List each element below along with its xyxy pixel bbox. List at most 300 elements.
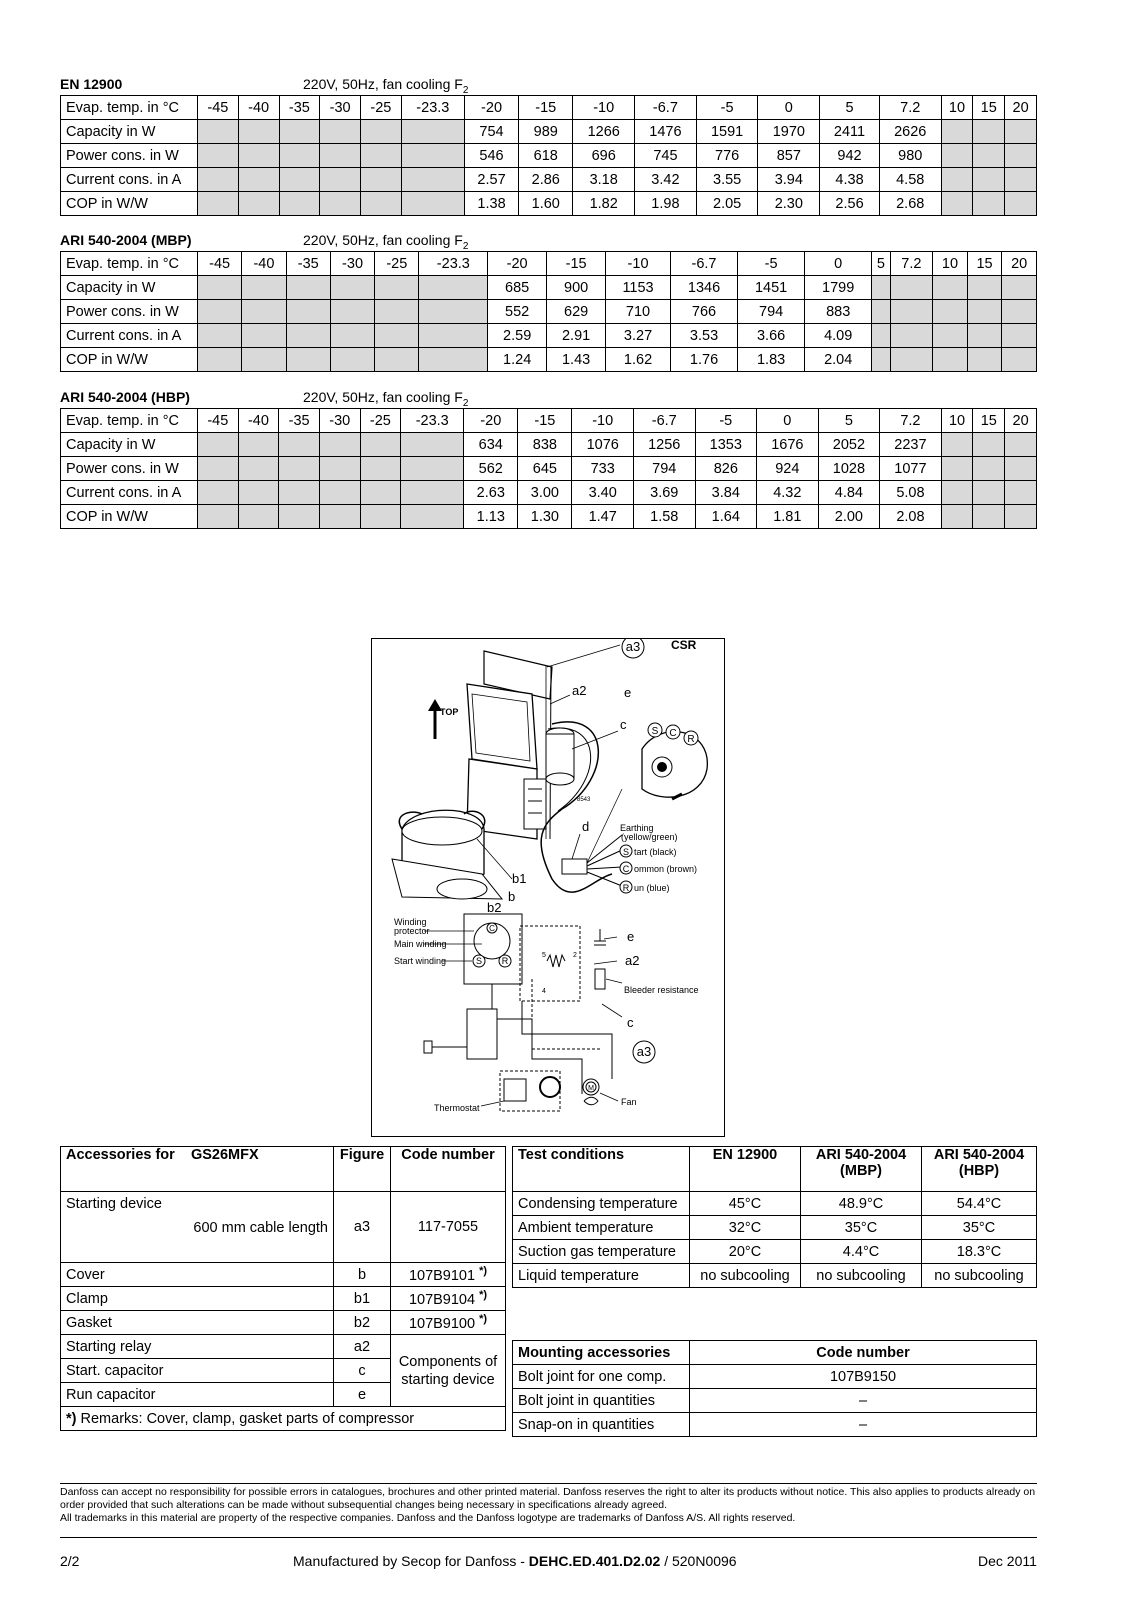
mount-cell: 107B9150 [690,1365,1037,1389]
value-cell: 1591 [696,120,758,144]
value-cell [419,300,488,324]
value-cell: 2626 [879,120,941,144]
value-cell [286,324,330,348]
value-cell: 3.66 [738,324,805,348]
row-label: COP in W/W [61,505,198,529]
temp-header-cell: -23.3 [419,252,488,276]
value-cell [973,192,1005,216]
header-label: Evap. temp. in °C [61,96,198,120]
value-cell [360,433,401,457]
accessory-name: Cover [61,1263,334,1287]
value-cell [1002,348,1037,372]
value-cell: 546 [464,144,518,168]
test-header-cell: EN 12900 [690,1147,801,1192]
value-cell [320,120,361,144]
value-cell [375,300,419,324]
value-cell [279,457,320,481]
label-b: b [508,889,516,904]
value-cell [286,348,330,372]
table-row [513,1341,1037,1365]
value-cell: 2.63 [464,481,518,505]
cable-code: 117-7055 [391,1192,506,1263]
value-cell: 900 [547,276,606,300]
compressor-wiring-drawing [372,639,724,1136]
row-label: COP in W/W [61,192,198,216]
terminal-4: 4 [542,988,546,995]
value-cell: 2.86 [519,168,573,192]
value-cell: 4.38 [820,168,880,192]
value-cell [320,144,361,168]
value-cell: 1.98 [635,192,697,216]
disclaimer-text: Danfoss can accept no responsibility for possible errors in catalogues, brochures and other printed material. Danfoss reserves the right to alter its products without notice. This also applies to products already on order provided that such alterations can be made without subsequential changes being necessary in specifications already agreed. [60,1486,1036,1511]
test-cell: no subcooling [922,1264,1037,1288]
value-cell: 2.30 [758,192,820,216]
table-row [61,457,1037,481]
table-row [61,505,1037,529]
perf-table-title: ARI 540-2004 (MBP) [60,232,192,248]
page-number: 2/2 [60,1553,80,1569]
value-cell [941,168,973,192]
value-cell: 2411 [820,120,880,144]
document-date: Dec 2011 [978,1553,1037,1569]
diagram-title: CSR [671,639,697,652]
accessory-code: 107B9101 *) [391,1263,506,1287]
value-cell: 989 [519,120,573,144]
temp-header-cell: -40 [242,252,286,276]
value-cell [238,457,279,481]
value-cell [941,481,973,505]
accessory-name: Gasket [61,1311,334,1335]
temp-header-cell: 5 [872,252,890,276]
value-cell [198,457,239,481]
temp-header-cell: -30 [320,96,361,120]
test-cell: no subcooling [801,1264,922,1288]
thermostat-label: Thermostat [434,1103,480,1113]
value-cell [319,457,360,481]
main-winding-label: Main winding [394,939,447,949]
value-cell [872,348,890,372]
value-cell [941,144,973,168]
value-cell: 2052 [818,433,880,457]
table-row [513,1240,1037,1264]
accessory-figure: b [334,1263,391,1287]
temp-header-cell: 15 [967,252,1002,276]
value-cell [198,433,239,457]
value-cell: 883 [805,300,872,324]
value-cell [967,324,1002,348]
table-row [61,409,1037,433]
value-cell: 1970 [758,120,820,144]
value-cell: 2.56 [820,192,880,216]
part-number: 8543 [577,797,591,803]
value-cell [198,120,239,144]
value-cell: 1.13 [464,505,518,529]
performance-table [60,95,1037,216]
value-cell [1005,433,1037,457]
value-cell: 618 [519,144,573,168]
value-cell [360,481,401,505]
circuit-c: C [489,924,495,933]
value-cell [320,168,361,192]
remark-row: *) Remarks: Cover, clamp, gasket parts of compressor [61,1407,506,1431]
value-cell [279,433,320,457]
value-cell: 2237 [880,433,942,457]
value-cell: 2.57 [464,168,518,192]
value-cell: 1.76 [670,348,737,372]
value-cell [279,481,320,505]
value-cell: 2.91 [547,324,606,348]
value-cell [419,324,488,348]
manufactured-line: Manufactured by Secop for Danfoss - DEHC.ED.401.D2.02 / 520N0096 [293,1553,737,1569]
mount-cell: – [690,1413,1037,1437]
value-cell [238,144,279,168]
row-label: Capacity in W [61,433,198,457]
footer-rule-bottom [60,1537,1037,1538]
temp-header-cell: 20 [1002,252,1037,276]
value-cell [238,120,279,144]
relay-fig: a2 [334,1335,391,1359]
value-cell: 1.30 [518,505,572,529]
value-cell: 1.58 [633,505,695,529]
value-cell [1002,276,1037,300]
table-row [61,1263,506,1287]
value-cell [238,433,279,457]
test-header-cell: Test conditions [513,1147,690,1192]
test-cell: Condensing temperature [513,1192,690,1216]
accessories-header: Accessories for GS26MFX [61,1147,334,1192]
temp-header-cell: 10 [933,252,968,276]
value-cell [401,481,464,505]
test-cell: 35°C [922,1216,1037,1240]
temp-header-cell: -10 [573,96,635,120]
starting-device-label: Starting device [66,1196,162,1212]
fan-label: Fan [621,1097,637,1107]
value-cell [198,505,239,529]
value-cell [198,324,242,348]
perf-table-title: ARI 540-2004 (HBP) [60,389,190,405]
value-cell [419,276,488,300]
test-cell: 32°C [690,1216,801,1240]
value-cell [279,120,320,144]
value-cell [401,120,464,144]
temp-header-cell: -6.7 [633,409,695,433]
value-cell: 745 [635,144,697,168]
value-cell [330,324,374,348]
temp-header-cell: 0 [805,252,872,276]
circuit-s: S [475,956,483,966]
temp-header-cell: -45 [198,252,242,276]
value-cell [286,276,330,300]
value-cell: 980 [879,144,941,168]
perf-table-condition: 220V, 50Hz, fan cooling $F_2$ [303,389,469,409]
value-cell [872,300,890,324]
value-cell [890,348,933,372]
wire-c-letter: C [622,864,630,874]
value-cell [279,505,320,529]
value-cell: 1028 [818,457,880,481]
value-cell: 1.82 [573,192,635,216]
value-cell: 1353 [695,433,757,457]
value-cell: 4.58 [879,168,941,192]
value-cell [967,348,1002,372]
table-row [61,120,1037,144]
value-cell [242,348,286,372]
value-cell [1005,168,1037,192]
value-cell: 1.81 [757,505,819,529]
value-cell: 2.05 [696,192,758,216]
label-a3-circuit: a3 [636,1044,652,1059]
value-cell [375,276,419,300]
value-cell: 766 [670,300,737,324]
value-cell [933,324,968,348]
starting-device-cell [61,1192,334,1263]
value-cell: 1.60 [519,192,573,216]
wire-start: tart (black) [634,847,677,857]
value-cell [967,300,1002,324]
value-cell [242,300,286,324]
temp-header-cell: -20 [488,252,547,276]
table-row [61,481,1037,505]
table-row [61,168,1037,192]
value-cell [375,324,419,348]
value-cell: 754 [464,120,518,144]
value-cell: 794 [738,300,805,324]
value-cell [401,433,464,457]
value-cell: 1.24 [488,348,547,372]
table-row [513,1147,1037,1192]
value-cell: 1451 [738,276,805,300]
performance-table [60,251,1037,372]
mounting-accessories-table [512,1340,1037,1437]
value-cell [872,324,890,348]
value-cell [401,505,464,529]
value-cell: 562 [464,457,518,481]
value-cell [360,457,401,481]
temp-header-cell: 5 [818,409,880,433]
value-cell [890,276,933,300]
value-cell: 629 [547,300,606,324]
value-cell: 645 [518,457,572,481]
value-cell [401,192,464,216]
mount-cell: Bolt joint in quantities [513,1389,690,1413]
temp-header-cell: -15 [547,252,606,276]
mount-cell: Bolt joint for one comp. [513,1365,690,1389]
value-cell: 634 [464,433,518,457]
value-cell [198,276,242,300]
value-cell: 3.40 [572,481,634,505]
temp-header-cell: -15 [519,96,573,120]
value-cell: 2.68 [879,192,941,216]
value-cell: 1346 [670,276,737,300]
temp-header-cell: 15 [973,409,1005,433]
temp-header-cell: -20 [464,409,518,433]
value-cell: 2.59 [488,324,547,348]
value-cell [1005,481,1037,505]
row-label: Current cons. in A [61,481,198,505]
test-cell: Liquid temperature [513,1264,690,1288]
value-cell [973,505,1005,529]
test-cell: 4.4°C [801,1240,922,1264]
wire-common: ommon (brown) [634,864,698,874]
perf-table-title: EN 12900 [60,76,123,92]
test-cell: 20°C [690,1240,801,1264]
value-cell [198,144,239,168]
start-capacitor-fig: c [334,1359,391,1383]
value-cell: 1076 [572,433,634,457]
value-cell [401,168,464,192]
value-cell: 1476 [635,120,697,144]
temp-header-cell: 7.2 [880,409,942,433]
value-cell [941,192,973,216]
value-cell [330,276,374,300]
test-cell: 18.3°C [922,1240,1037,1264]
perf-table-condition: 220V, 50Hz, fan cooling $F_2$ [303,76,469,96]
table-row [513,1192,1037,1216]
temp-header-cell: -10 [606,252,671,276]
value-cell: 2.08 [880,505,942,529]
wire-earthing: Earthing [620,823,654,833]
trademark-text: All trademarks in this material are property of the respective companies. Danfoss and the Danfoss logotype are trademarks of Danfoss A/S. All rights reserved. [60,1512,796,1524]
table-row [61,1311,506,1335]
terminal-s: S [651,726,659,737]
label-d: d [582,819,590,834]
value-cell [361,192,402,216]
value-cell [238,505,279,529]
mount-cell: – [690,1389,1037,1413]
terminal-5: 5 [542,952,546,959]
value-cell [238,192,279,216]
performance-table [60,408,1037,529]
temp-header-cell: -40 [238,409,279,433]
header-label: Evap. temp. in °C [61,409,198,433]
value-cell: 3.94 [758,168,820,192]
value-cell [933,276,968,300]
value-cell: 3.84 [695,481,757,505]
test-cell: 45°C [690,1192,801,1216]
value-cell: 826 [695,457,757,481]
value-cell: 1256 [633,433,695,457]
value-cell: 1.43 [547,348,606,372]
value-cell [319,505,360,529]
temp-header-cell: -5 [738,252,805,276]
accessory-name: Clamp [61,1287,334,1311]
value-cell [361,144,402,168]
value-cell [279,144,320,168]
cable-figure: a3 [334,1192,391,1263]
label-a2-top: a2 [572,683,587,698]
test-cell: Suction gas temperature [513,1240,690,1264]
value-cell: 3.55 [696,168,758,192]
value-cell: 3.53 [670,324,737,348]
temp-header-cell: -35 [286,252,330,276]
value-cell: 3.00 [518,481,572,505]
value-cell [279,168,320,192]
start-winding-label: Start winding [394,956,447,966]
value-cell: 924 [757,457,819,481]
temp-header-cell: -30 [330,252,374,276]
row-label: Power cons. in W [61,457,198,481]
label-a3-top: a3 [625,639,641,654]
temp-header-cell: -30 [319,409,360,433]
accessory-figure: b1 [334,1287,391,1311]
value-cell: 1.47 [572,505,634,529]
value-cell [319,481,360,505]
test-header-cell: ARI 540-2004 (HBP) [922,1147,1037,1192]
value-cell [198,300,242,324]
accessories-items [61,1263,506,1335]
value-cell [198,168,239,192]
value-cell [1005,505,1037,529]
fan-motor-symbol: M [588,1085,594,1092]
table-row [61,144,1037,168]
value-cell: 4.84 [818,481,880,505]
temp-header-cell: 10 [941,96,973,120]
code-header: Code number [391,1147,506,1192]
value-cell: 4.09 [805,324,872,348]
table-row [513,1389,1037,1413]
accessory-code: 107B9100 *) [391,1311,506,1335]
value-cell: 4.32 [757,481,819,505]
temp-header-cell: -20 [464,96,518,120]
temp-header-cell: 7.2 [890,252,933,276]
test-conditions-table [512,1146,1037,1288]
value-cell: 1.64 [695,505,757,529]
value-cell [941,505,973,529]
value-cell [1002,324,1037,348]
label-a2-circuit: a2 [625,953,640,968]
value-cell [242,324,286,348]
value-cell [198,348,242,372]
mount-cell: Snap-on in quantities [513,1413,690,1437]
value-cell [198,481,239,505]
table-row [61,192,1037,216]
temp-header-cell: -5 [695,409,757,433]
value-cell: 733 [572,457,634,481]
terminal-c: C [669,728,677,739]
value-cell: 2.00 [818,505,880,529]
temp-header-cell: -23.3 [401,96,464,120]
temp-header-cell: -35 [279,96,320,120]
mount-header-cell: Mounting accessories [513,1341,690,1365]
wire-earthing-color: (yellow/green) [621,832,678,842]
value-cell: 1077 [880,457,942,481]
value-cell [330,348,374,372]
row-label: Capacity in W [61,276,198,300]
value-cell [973,120,1005,144]
winding-protector-line1: Winding [394,917,427,927]
wire-run: un (blue) [634,883,670,893]
table-row [61,300,1037,324]
table-row [513,1216,1037,1240]
table-row [513,1413,1037,1437]
test-cell: no subcooling [690,1264,801,1288]
perf-table-condition: 220V, 50Hz, fan cooling $F_2$ [303,232,469,252]
test-cell: 48.9°C [801,1192,922,1216]
temp-header-cell: 0 [758,96,820,120]
temp-header-cell: 10 [941,409,973,433]
temp-header-cell: -10 [572,409,634,433]
value-cell: 1.83 [738,348,805,372]
temp-header-cell: -6.7 [635,96,697,120]
table-row [61,252,1037,276]
terminal-r: R [687,734,695,745]
value-cell: 3.18 [573,168,635,192]
winding-protector-line2: protector [394,926,430,936]
temp-header-cell: 7.2 [879,96,941,120]
table-row [513,1365,1037,1389]
value-cell: 696 [573,144,635,168]
circuit-r: R [501,956,509,966]
